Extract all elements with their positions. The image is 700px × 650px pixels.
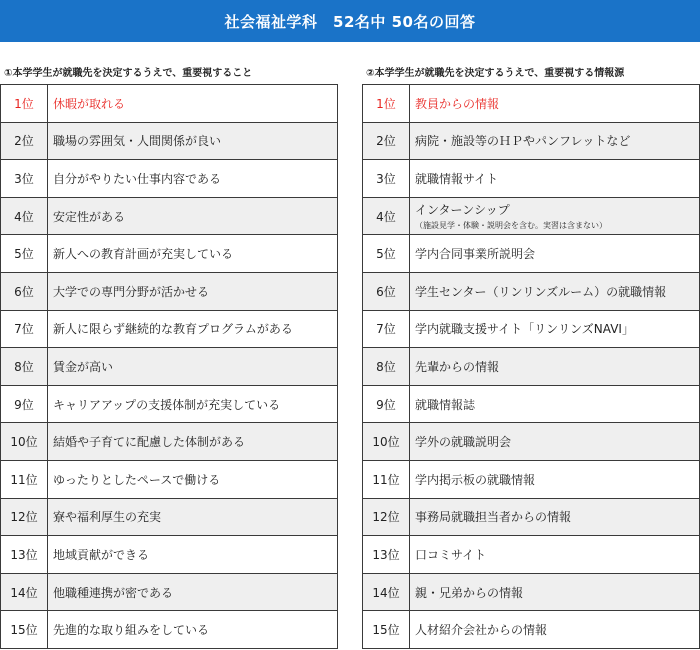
rank-cell: 15位 xyxy=(363,611,410,649)
left-ranking-table xyxy=(0,84,338,649)
rank-cell: 12位 xyxy=(363,498,410,536)
table-row xyxy=(1,160,338,198)
item-cell: 賃金が高い xyxy=(48,348,338,386)
table-row xyxy=(1,235,338,273)
item-main-text: インターンシップ xyxy=(415,203,510,218)
item-cell: 寮や福利厚生の充実 xyxy=(48,498,338,536)
table-row xyxy=(363,423,700,461)
item-cell: 先輩からの情報 xyxy=(410,348,700,386)
table-row xyxy=(363,235,700,273)
table-row xyxy=(363,310,700,348)
table-row xyxy=(1,385,338,423)
rank-cell: 6位 xyxy=(1,272,48,310)
rank-cell: 13位 xyxy=(363,536,410,574)
table-row xyxy=(1,272,338,310)
rank-cell: 15位 xyxy=(1,611,48,649)
item-cell: 学内掲示板の就職情報 xyxy=(410,460,700,498)
item-cell: キャリアアップの支援体制が充実している xyxy=(48,385,338,423)
rank-cell: 7位 xyxy=(1,310,48,348)
table-row xyxy=(363,348,700,386)
table-row xyxy=(363,611,700,649)
rank-cell: 5位 xyxy=(1,235,48,273)
rank-cell: 3位 xyxy=(1,160,48,198)
item-cell: 安定性がある xyxy=(48,197,338,235)
rank-cell: 12位 xyxy=(1,498,48,536)
table-row xyxy=(1,85,338,123)
rank-cell: 13位 xyxy=(1,536,48,574)
item-cell: 他職種連携が密である xyxy=(48,573,338,611)
rank-cell: 1位 xyxy=(1,85,48,123)
table-row xyxy=(1,423,338,461)
rank-cell: 11位 xyxy=(1,460,48,498)
table-row xyxy=(1,573,338,611)
item-cell: 休暇が取れる xyxy=(48,85,338,123)
item-cell: 口コミサイト xyxy=(410,536,700,574)
table-row xyxy=(363,85,700,123)
item-cell: 学内就職支援サイト「リンリンズNAVI」 xyxy=(410,310,700,348)
rank-cell: 14位 xyxy=(363,573,410,611)
table-row xyxy=(363,197,700,235)
rank-cell: 8位 xyxy=(1,348,48,386)
rank-cell: 6位 xyxy=(363,272,410,310)
right-ranking-table xyxy=(362,84,700,649)
table-row xyxy=(1,197,338,235)
item-cell: 地域貢献ができる xyxy=(48,536,338,574)
rank-cell: 11位 xyxy=(363,460,410,498)
table-row xyxy=(1,310,338,348)
rank-cell: 9位 xyxy=(363,385,410,423)
item-cell: 新人への教育計画が充実している xyxy=(48,235,338,273)
table-row xyxy=(363,385,700,423)
item-sub-text: （施設見学・体験・説明会を含む。実習は含まない） xyxy=(415,221,607,231)
item-cell: ゆったりとしたペースで働ける xyxy=(48,460,338,498)
table-row xyxy=(363,122,700,160)
item-cell: 学内合同事業所説明会 xyxy=(410,235,700,273)
item-cell: 自分がやりたい仕事内容である xyxy=(48,160,338,198)
left-panel-heading: ①本学学生が就職先を決定するうえで、重要視すること xyxy=(4,68,253,79)
page-header xyxy=(0,0,700,42)
table-row xyxy=(1,460,338,498)
rank-cell: 2位 xyxy=(363,122,410,160)
item-cell: 学生センター（リンリンズルーム）の就職情報 xyxy=(410,272,700,310)
item-cell: 病院・施設等のＨＰやパンフレットなど xyxy=(410,122,700,160)
table-row xyxy=(1,611,338,649)
table-row xyxy=(363,573,700,611)
rank-cell: 1位 xyxy=(363,85,410,123)
item-cell: 事務局就職担当者からの情報 xyxy=(410,498,700,536)
rank-cell: 3位 xyxy=(363,160,410,198)
table-row xyxy=(363,272,700,310)
table-row xyxy=(363,536,700,574)
item-cell: 教員からの情報 xyxy=(410,85,700,123)
right-panel-heading: ②本学学生が就職先を決定するうえで、重要視する情報源 xyxy=(366,68,625,79)
rank-cell: 4位 xyxy=(1,197,48,235)
rank-cell: 2位 xyxy=(1,122,48,160)
rank-cell: 7位 xyxy=(363,310,410,348)
rank-cell: 14位 xyxy=(1,573,48,611)
item-cell: 就職情報サイト xyxy=(410,160,700,198)
item-cell: 新人に限らず継続的な教育プログラムがある xyxy=(48,310,338,348)
item-cell: 就職情報誌 xyxy=(410,385,700,423)
left-panel xyxy=(0,66,338,638)
rank-cell: 5位 xyxy=(363,235,410,273)
table-row xyxy=(363,460,700,498)
item-cell: 職場の雰囲気・人間関係が良い xyxy=(48,122,338,160)
table-row xyxy=(1,536,338,574)
rank-cell: 10位 xyxy=(363,423,410,461)
item-cell xyxy=(410,197,700,235)
table-row xyxy=(363,498,700,536)
page-title: 社会福祉学科 52名中 50名の回答 xyxy=(224,12,476,31)
item-cell: 大学での専門分野が活かせる xyxy=(48,272,338,310)
item-cell: 人材紹介会社からの情報 xyxy=(410,611,700,649)
rank-cell: 4位 xyxy=(363,197,410,235)
table-row xyxy=(1,122,338,160)
item-cell: 親・兄弟からの情報 xyxy=(410,573,700,611)
item-cell: 学外の就職説明会 xyxy=(410,423,700,461)
item-cell: 結婚や子育てに配慮した体制がある xyxy=(48,423,338,461)
rank-cell: 8位 xyxy=(363,348,410,386)
table-row xyxy=(1,348,338,386)
table-row xyxy=(363,160,700,198)
table-row xyxy=(1,498,338,536)
right-panel xyxy=(362,66,700,638)
rank-cell: 9位 xyxy=(1,385,48,423)
rank-cell: 10位 xyxy=(1,423,48,461)
item-cell: 先進的な取り組みをしている xyxy=(48,611,338,649)
